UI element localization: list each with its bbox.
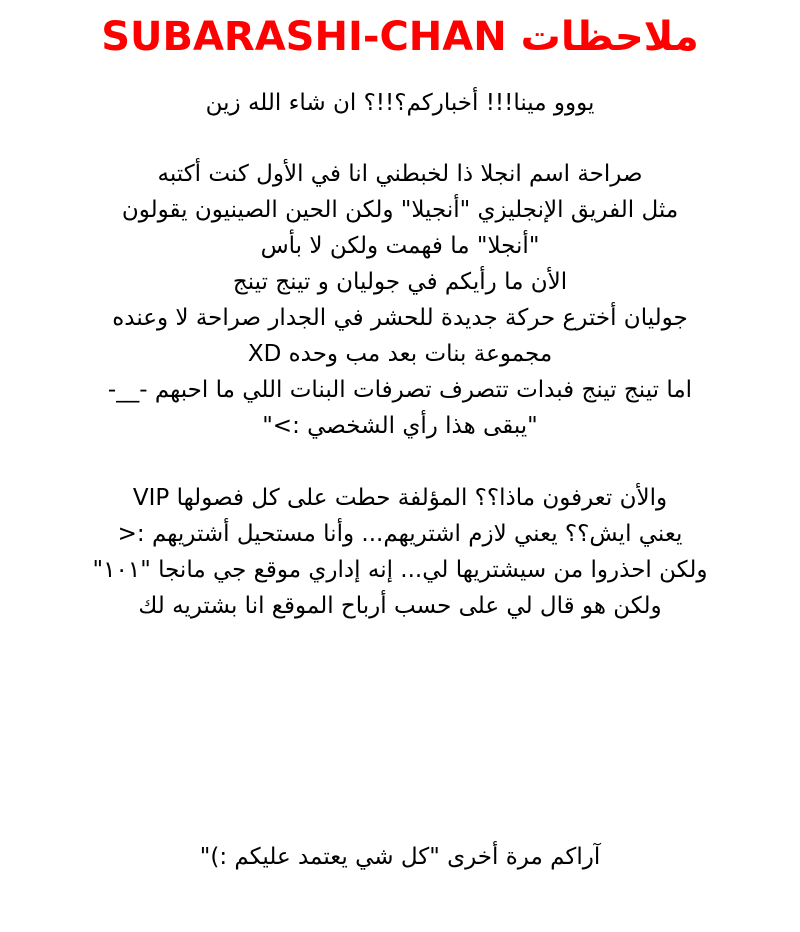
text-line: ولكن احذروا من سيشتريها لي... إنه إداري موقع جي مانجا "١٠١"	[92, 557, 708, 583]
closing-line: آراكم مرة أخرى "كل شي يعتمد عليكم :)"	[199, 844, 601, 870]
text-line: جوليان أخترع حركة جديدة للحشر في الجدار صراحة لا وعنده	[112, 305, 688, 331]
text-line: اما تينج تينج فبدات تتصرف تصرفات البنات اللي ما احبهم -__-	[107, 377, 693, 403]
text-line: صراحة اسم انجلا ذا لخبطني انا في الأول كنت أكتبه	[157, 161, 643, 187]
text-line: والأن تعرفون ماذا؟؟ المؤلفة حطت على كل فصولها VIP	[132, 485, 668, 511]
text-line: الأن ما رأيكم في جوليان و تينج تينج	[232, 269, 568, 295]
text-line: ولكن هو قال لي على حسب أرباح الموقع انا بشتريه لك	[138, 593, 662, 619]
text-line: مثل الفريق الإنجليزي "أنجيلا" ولكن الحين الصينيون يقولون	[121, 197, 679, 223]
text-line: "أنجلا" ما فهمت ولكن لا بأس	[260, 233, 540, 259]
text-line: يعني ايش؟؟ يعني لازم اشتريهم... وأنا مستحيل أشتريهم :<	[117, 521, 683, 547]
greeting-line: يووو مينا!!! أخباركم؟!!؟ ان شاء الله زين	[205, 90, 595, 116]
page-title: ملاحظات SUBARASHI-CHAN	[101, 14, 699, 60]
text-line: "يبقى هذا رأي الشخصي :>"	[262, 413, 538, 439]
text-line: مجموعة بنات بعد مب وحده XD	[247, 341, 553, 367]
